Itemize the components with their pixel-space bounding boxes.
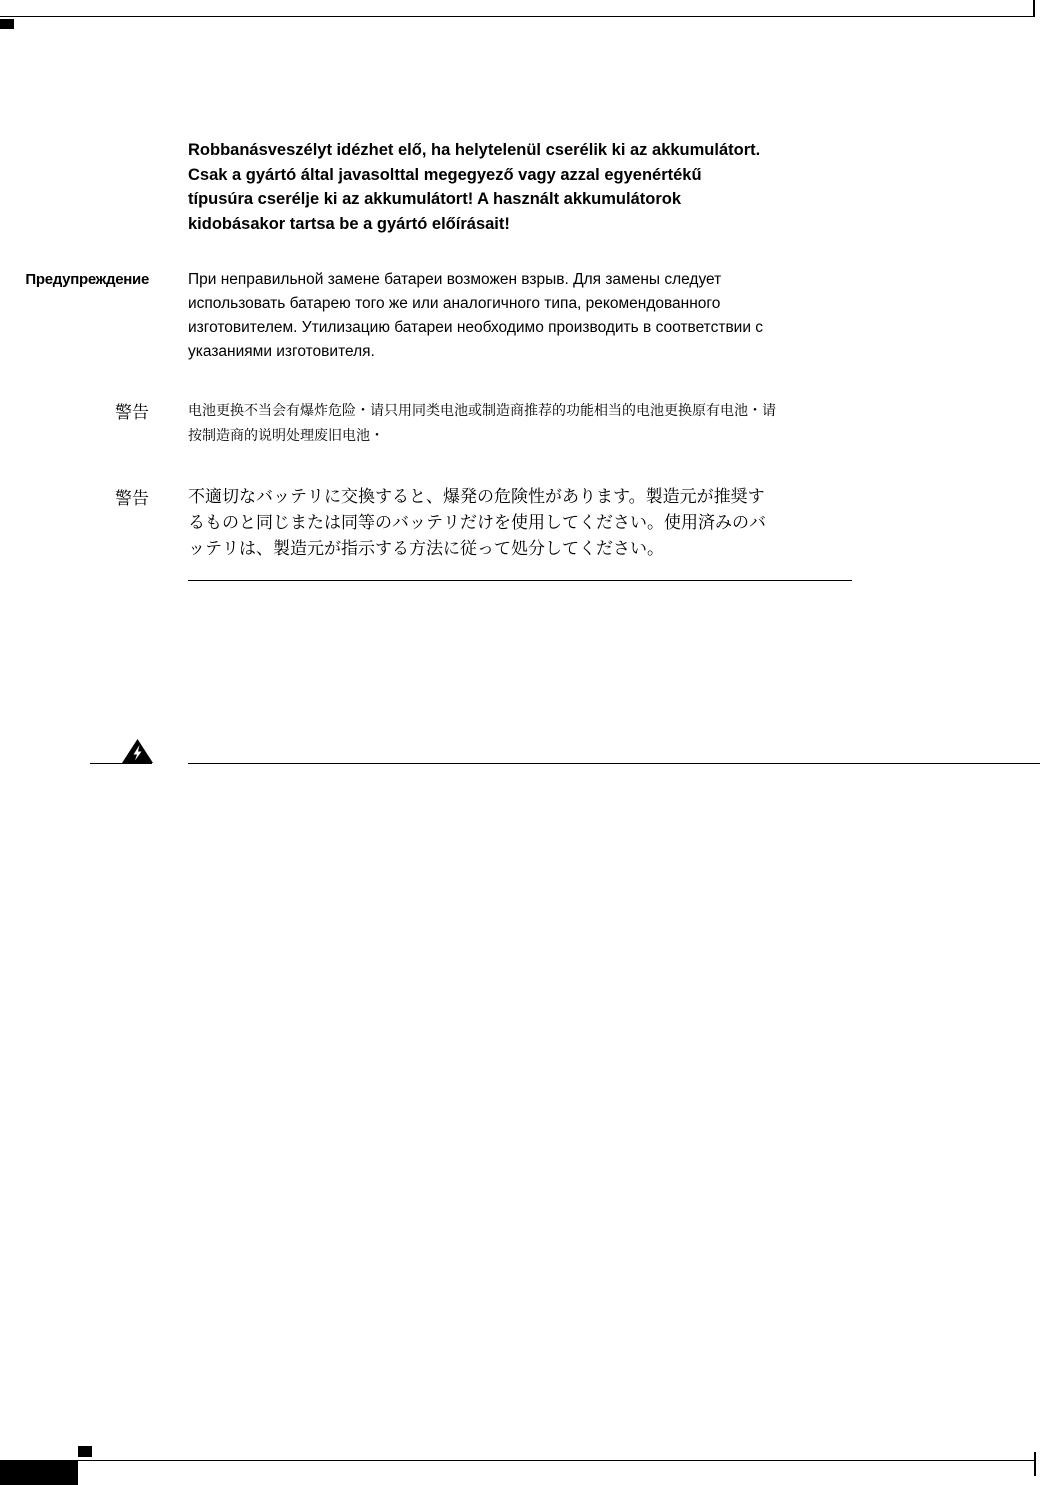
chinese-line: 按制造商的说明处理废旧电池・ [188, 427, 384, 443]
warning-rule-right [188, 763, 1040, 764]
warning-triangle-icon [121, 738, 154, 764]
chinese-line: 电池更换不当会有爆炸危险・请只用同类电池或制造商推荐的功能相当的电池更换原有电池・请 [188, 402, 776, 418]
hungarian-line: kidobásakor tartsa be a gyártó előírásait! [188, 214, 510, 233]
russian-line: При неправильной замене батареи возможен взрыв. Для замены следует [188, 271, 722, 288]
japanese-warning-text [188, 484, 858, 562]
russian-line: использовать батарею того же или аналогичного типа, рекомендованного [188, 295, 721, 312]
russian-warning-label: Предупреждение [25, 271, 149, 288]
top-rule [0, 16, 1034, 17]
bottom-rule [78, 1460, 1036, 1461]
top-right-tick [1033, 0, 1035, 17]
hungarian-warning-text [188, 138, 868, 236]
russian-line: указаниями изготовителя. [188, 343, 375, 360]
hungarian-line: típusúra cserélje ki az akkumulátort! A használt akkumulátorok [188, 190, 682, 208]
bottom-marker [78, 1446, 92, 1457]
japanese-line: るものと同じまたは同等のバッテリだけを使用してください。使用済みのバ [188, 513, 766, 532]
japanese-line: ッテリは、製造元が指示する方法に従って処分してください。 [188, 539, 664, 558]
japanese-warning-label: 警告 [115, 489, 149, 508]
chinese-warning-label: 警告 [115, 403, 149, 422]
chinese-warning-text [188, 398, 853, 448]
top-left-marker [0, 19, 14, 29]
warning-rule-left [90, 763, 152, 764]
bottom-right-tick [1034, 1452, 1036, 1476]
russian-warning-text [188, 268, 853, 364]
hungarian-line: Csak a gyártó által javasolttal megegyező vagy azzal egyenértékű [188, 165, 702, 184]
russian-line: изготовителем. Утилизацию батареи необходимо производить в соответствии с [188, 319, 764, 336]
section-divider [188, 580, 852, 581]
japanese-line: 不適切なバッテリに交換すると、爆発の危険性があります。製造元が推奨す [188, 487, 765, 506]
hungarian-line: Robbanásveszélyt idézhet elő, ha helytelenül cserélik ki az akkumulátort. [188, 141, 761, 159]
bottom-left-bar [0, 1460, 78, 1485]
